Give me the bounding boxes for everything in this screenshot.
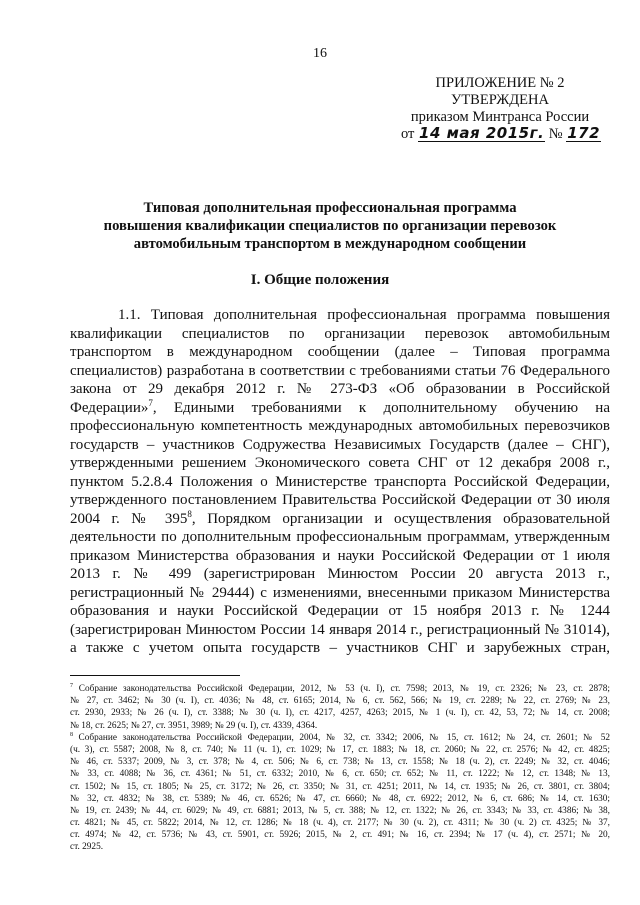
footnote-line: ст. 2930, 2933; № 26 (ч. I), ст. 3388; № 30 (ч. I), ст. 4217, 4257, 4263; 2015, № 1 (ч. I), ст. 42, 53, 72; № 14, ст. 2008; xyxy=(70,708,610,719)
footnote-text: Собрание законодательства Российской Федерации, 2004, № 32, ст. 3342; 2006, № 15, ст. 1612; № 24, ст. 2601; № 52 xyxy=(73,732,610,743)
footnote-line: № 46, ст. 5337; 2009, № 3, ст. 378; № 4, ст. 506; № 6, ст. 738; № 13, ст. 1558; № 18 (ч. 2), ст. 2249; № 32, ст. 4046; xyxy=(70,757,610,768)
footnotes xyxy=(70,683,610,854)
body-line: государств – участников Содружества Независимых Государств (далее – СНГ), xyxy=(70,436,610,453)
body-line: а также с учетом опыта государств – участников СНГ и зарубежных стран, xyxy=(70,640,610,656)
footnote-ref: 8 xyxy=(187,508,192,519)
footnote-line: ст. 1502; № 15, ст. 1805; № 25, ст. 3172; № 26, ст. 3350; № 31, ст. 4251; 2011, № 14, ст. 1935; № 26, ст. 3801, ст. 3804; xyxy=(70,781,610,792)
body-line xyxy=(70,510,610,529)
body-line: специалистов) разработана в соответствии с требованиями статьи 76 Федерального xyxy=(70,362,610,379)
section-heading: I. Общие положения xyxy=(250,272,390,288)
title-line: повышения квалификации специалистов по организации перевозок xyxy=(103,218,557,234)
body-line: регистрационный № 29444) с изменениями, внесенными приказом Министерства xyxy=(70,584,610,601)
body-line-part: 2004 г. № 395 xyxy=(70,510,188,527)
approved-label: УТВЕРЖДЕНА xyxy=(451,92,549,108)
handwritten-date: 14 мая 2015г. xyxy=(419,124,545,142)
footnote-text: Собрание законодательства Российской Федерации, 2012, № 53 (ч. I), ст. 7598; 2013, № 19, ст. 2326; № 23, ст. 2878; xyxy=(73,684,610,694)
body-line: закона от 29 декабря 2012 г. № 273-ФЗ «Об образовании в Российской xyxy=(70,381,610,397)
body-line-part: , Едиными требованиями к дополнительному обучению на xyxy=(152,399,610,416)
body-line: образования и науки Российской Федерации от 15 ноября 2013 г. № 1244 xyxy=(70,603,610,619)
body-line: 1.1. Типовая дополнительная профессиональная программа повышения xyxy=(118,307,610,323)
body-line: утвержденными решением Экономического совета СНГ от 12 декабря 2008 г., xyxy=(70,455,610,471)
from-label: от xyxy=(401,126,415,142)
footnote-line: № 32, ст. 4832; № 38, ст. 5389; № 46, ст. 6526; № 47, ст. 6660; № 48, ст. 6922; 2012, № 6, ст. 686; № 14, ст. 1630; xyxy=(70,793,610,804)
footnote-divider xyxy=(70,675,240,676)
handwritten-order-number: 172 xyxy=(567,124,601,142)
title-line: Типовая дополнительная профессиональная программа xyxy=(143,200,517,216)
body-line: профессиональную компетентность международных автомобильных перевозчиков xyxy=(70,418,610,434)
document-title xyxy=(60,199,600,253)
number-label: № xyxy=(548,126,563,142)
body-line: транспортом в международном сообщении (далее – Типовая программа xyxy=(70,344,610,360)
footnote-line xyxy=(70,732,610,744)
page-number: 16 xyxy=(313,46,327,61)
footnote-line: ст. 2925. xyxy=(70,842,104,853)
footnote-mark: 7 xyxy=(70,682,73,689)
body-line-part: , Порядком организации и осуществления образовательной xyxy=(191,510,610,527)
body-line: деятельности по дополнительным профессиональным программам, утвержденным xyxy=(70,529,610,545)
footnote-ref: 7 xyxy=(148,397,153,408)
body-paragraph xyxy=(70,306,610,658)
footnote-line: № 18, ст. 2625; № 27, ст. 3951, 3989; № 29 (ч. I), ст. 4339, 4364. xyxy=(70,720,318,731)
body-line: пунктом 5.2.8.4 Положения о Министерстве транспорта Российской Федерации, xyxy=(70,473,610,490)
body-line: квалификации специалистов по организации перевозок автомобильным xyxy=(70,325,610,342)
footnote-line: (ч. 3), ст. 5587; 2008, № 8, ст. 740; № 11 (ч. 1), ст. 1029; № 17, ст. 1883; № 18, ст. 2060; № 22, ст. 2576; № 42, ст. 4825; xyxy=(70,744,610,755)
body-line: приказом Министерства образования и науки Российской Федерации от 1 июля xyxy=(70,547,610,564)
footnote-line: ст. 4821; № 45, ст. 5822; 2014, № 12, ст. 1286; № 18 (ч. 4), ст. 2177; № 30 (ч. 2), ст. 4311; № 30 (ч. 2) ст. 4325; № 37, xyxy=(70,818,610,829)
title-line: автомобильным транспортом в международном сообщении xyxy=(133,236,527,252)
footnote-mark: 8 xyxy=(70,731,73,738)
body-line: 2013 г. № 499 (зарегистрирован Минюстом России 20 августа 2013 г., xyxy=(70,566,610,582)
body-line: (зарегистрирован Минюстом России 14 января 2014 г., регистрационный № 31014), xyxy=(70,621,610,638)
body-line-part: Федерации» xyxy=(70,399,149,416)
footnote-line: № 19, ст. 2439; № 44, ст. 6029; № 49, ст. 6881; 2013, № 5, ст. 388; № 12, ст. 1322; № 26, ст. 3343; № 33, ст. 4386; № 38, xyxy=(70,805,610,816)
order-label: приказом Минтранса России xyxy=(410,109,590,125)
approval-block xyxy=(400,75,600,143)
body-line xyxy=(70,399,610,418)
body-line: утвержденного постановлением Правительства Российской Федерации от 30 июля xyxy=(70,492,610,508)
footnote-line: № 33, ст. 4088; № 36, ст. 4361; № 51, ст. 6332; 2010, № 6, ст. 650; ст. 652; № 11, ст. 1222; № 12, ст. 1348; № 13, xyxy=(70,769,610,780)
order-date-line xyxy=(401,126,600,143)
footnote-line: № 27, ст. 3462; № 30 (ч. I), ст. 4036; № 48, ст. 6165; 2014, № 6, ст. 562, 566; № 19, ст. 2289; № 22, ст. 2769; № 23, xyxy=(70,696,610,707)
annex-label: ПРИЛОЖЕНИЕ № 2 xyxy=(435,75,565,91)
footnote-line: ст. 4974; № 42, ст. 5736; № 43, ст. 5901, ст. 5926; 2015, № 2, ст. 491; № 16, ст. 2394; № 17 (ч. 4), ст. 2571; № 20, xyxy=(70,830,610,841)
footnote-line xyxy=(70,683,610,695)
